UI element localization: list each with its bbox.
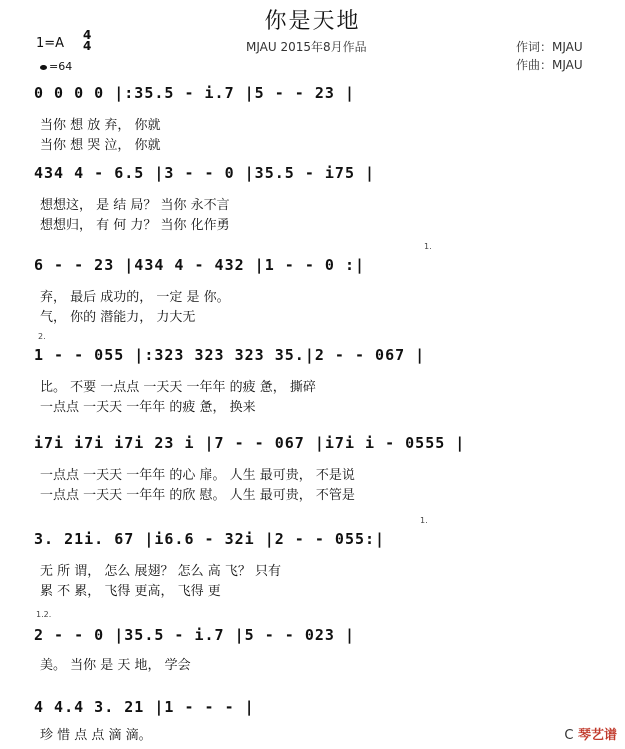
time-signature-top: 4 bbox=[83, 28, 92, 42]
volta-mark: 1.2. bbox=[36, 610, 52, 619]
staff-line-6 bbox=[0, 516, 625, 610]
lyrics-verse-2: 想想归， 有 何 力？ 当你 化作勇 bbox=[40, 218, 230, 233]
site-logo bbox=[564, 724, 617, 743]
quarter-note-icon bbox=[40, 65, 47, 70]
lyrics-verse-2: 当你 想 哭 泣， 你就 bbox=[40, 138, 161, 153]
notes: 2 - - 0 |35.5 - i.7 |5 - - 023 | bbox=[34, 626, 355, 644]
lyrics-verse-1: 弃， 最后 成功的， 一定 是 你。 bbox=[40, 290, 230, 305]
notes: 434 4 - 6.5 |3 - - 0 |35.5 - i75 | bbox=[34, 164, 376, 182]
lyrics-verse-1: 美。 当你 是 天 地， 学会 bbox=[40, 658, 191, 673]
notes: i7i i7i i7i 23 i |7 - - 067 |i7i i - 0555 | bbox=[34, 434, 466, 452]
composer-credit: 作曲：MJAU bbox=[516, 58, 583, 72]
staff-line-8 bbox=[0, 698, 625, 748]
lyrics-verse-1: 珍 惜 点 点 滴 滴。 bbox=[40, 728, 152, 743]
logo-text: 琴艺谱 bbox=[577, 728, 617, 743]
logo-icon: C bbox=[564, 728, 574, 743]
lyrics-verse-1: 比。 不要 一点点 一天天 一年年 的疲 惫， 撕碎 bbox=[40, 380, 316, 395]
lyrics-verse-1: 无 所 谓， 怎么 展翅？ 怎么 高 飞？ 只有 bbox=[40, 564, 282, 579]
staff-line-5 bbox=[0, 434, 625, 514]
subtitle: MJAU 2015年8月作品 bbox=[246, 40, 367, 54]
notes: 1 - - 055 |:323 323 323 35.|2 - - 067 | bbox=[34, 346, 426, 364]
staff-line-7 bbox=[0, 610, 625, 686]
time-signature-bottom: 4 bbox=[83, 39, 92, 53]
notes: 3. 21i. 67 |i6.6 - 32i |2 - - 055:| bbox=[34, 530, 386, 548]
key-signature: 1=A bbox=[36, 36, 65, 51]
tempo-value: =64 bbox=[49, 60, 73, 73]
notes: 4 4.4 3. 21 |1 - - - | bbox=[34, 698, 255, 716]
time-signature bbox=[83, 30, 91, 52]
staff-line-1 bbox=[0, 84, 625, 164]
lyrics-verse-2: 一点点 一天天 一年年 的欣 慰。 人生 最可贵， 不管是 bbox=[40, 488, 355, 503]
lyrics-verse-1: 一点点 一天天 一年年 的心 扉。 人生 最可贵， 不是说 bbox=[40, 468, 355, 483]
staff-line-3 bbox=[0, 242, 625, 336]
notes: 0 0 0 0 |:35.5 - i.7 |5 - - 23 | bbox=[34, 84, 355, 102]
lyrics-verse-1: 当你 想 放 弃， 你就 bbox=[40, 118, 161, 133]
tempo-marking bbox=[40, 60, 72, 73]
notes: 6 - - 23 |434 4 - 432 |1 - - 0 :| bbox=[34, 256, 366, 274]
staff-line-4 bbox=[0, 332, 625, 426]
volta-mark: 1. bbox=[420, 516, 428, 525]
lyrics-verse-2: 一点点 一天天 一年年 的疲 惫， 换来 bbox=[40, 400, 256, 415]
lyricist-credit: 作词：MJAU bbox=[516, 40, 583, 54]
lyrics-verse-1: 想想这， 是 结 局？ 当你 永不言 bbox=[40, 198, 230, 213]
lyrics-verse-2: 累 不 累， 飞得 更高， 飞得 更 bbox=[40, 584, 221, 599]
volta-mark: 1. bbox=[424, 242, 432, 251]
staff-line-2 bbox=[0, 164, 625, 244]
lyrics-verse-2: 气， 你的 潜能力， 力大无 bbox=[40, 310, 196, 325]
volta-mark: 2. bbox=[38, 332, 46, 341]
page-title: 你是天地 bbox=[264, 9, 361, 34]
